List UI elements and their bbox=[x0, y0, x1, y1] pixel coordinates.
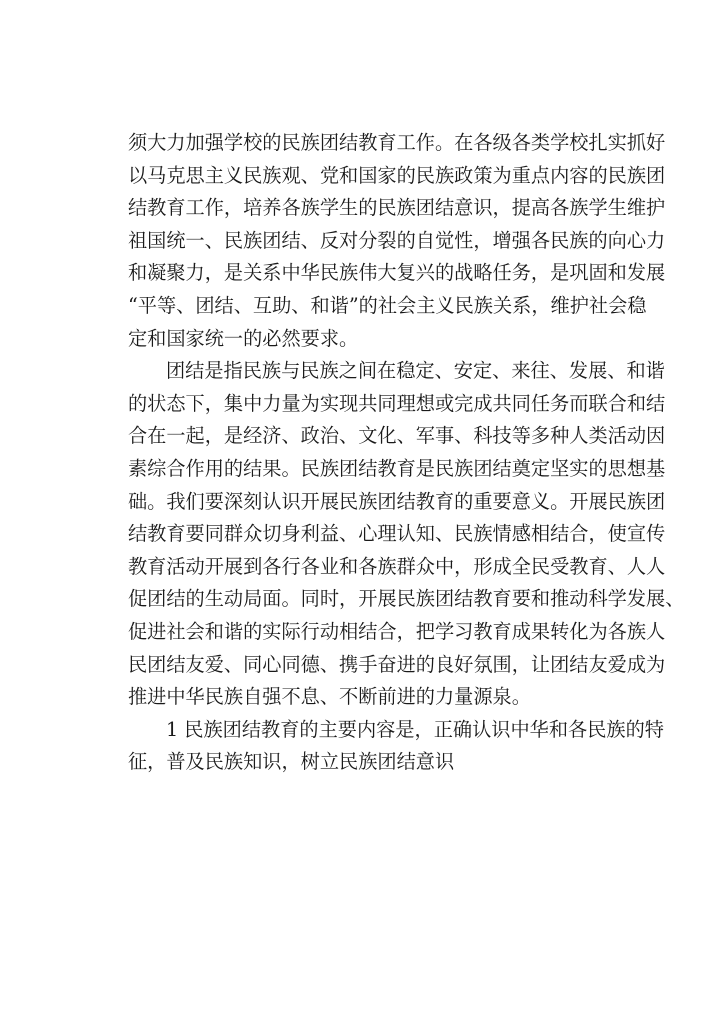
text-line: 础。我们要深刻认识开展民族团结教育的重要意义。开展民族团 bbox=[128, 489, 666, 513]
text-line: 合在一起，是经济、政治、文化、军事、科技等多种人类活动因 bbox=[128, 424, 666, 448]
text-line: 定和国家统一的必然要求。 bbox=[128, 326, 359, 350]
text-line: 以马克思主义民族观、党和国家的民族政策为重点内容的民族团 bbox=[128, 163, 666, 187]
text-line: 结教育工作，培养各族学生的民族团结意识，提高各族学生维护 bbox=[128, 196, 666, 220]
text-line: “平等、团结、互助、和谐”的社会主义民族关系，维护社会稳 bbox=[128, 293, 647, 317]
text-line: 促进社会和谐的实际行动相结合，把学习教育成果转化为各族人 bbox=[128, 619, 666, 643]
text-line: 教育活动开展到各行各业和各族群众中，形成全民受教育、人人 bbox=[128, 554, 666, 578]
text-line: 的状态下，集中力量为实现共同理想或完成共同任务而联合和结 bbox=[128, 391, 666, 415]
text-line: 结教育要同群众切身利益、心理认知、民族情感相结合，使宣传 bbox=[128, 522, 666, 546]
body-text bbox=[128, 127, 688, 779]
text-line: 素综合作用的结果。民族团结教育是民族团结奠定坚实的思想基 bbox=[128, 456, 666, 480]
text-line: 民团结友爱、同心同德、携手奋进的良好氛围，让团结友爱成为 bbox=[128, 652, 666, 676]
text-line: 征，普及民族知识，树立民族团结意识 bbox=[128, 750, 455, 774]
text-line: 促团结的生动局面。同时，开展民族团结教育要和推动科学发展、 bbox=[128, 587, 685, 611]
paragraph-first-line: 1 民族团结教育的主要内容是，正确认识中华和各民族的特 bbox=[166, 717, 664, 741]
paragraph-first-line: 团结是指民族与民族之间在稳定、安定、来往、发展、和谐 bbox=[166, 359, 665, 383]
text-line: 和凝聚力，是关系中华民族伟大复兴的战略任务，是巩固和发展 bbox=[128, 261, 666, 285]
text-line: 须大力加强学校的民族团结教育工作。在各级各类学校扎实抓好 bbox=[128, 131, 666, 154]
text-line: 祖国统一、民族团结、反对分裂的自觉性，增强各民族的向心力 bbox=[128, 228, 666, 252]
text-line: 推进中华民族自强不息、不断前进的力量源泉。 bbox=[128, 685, 531, 709]
